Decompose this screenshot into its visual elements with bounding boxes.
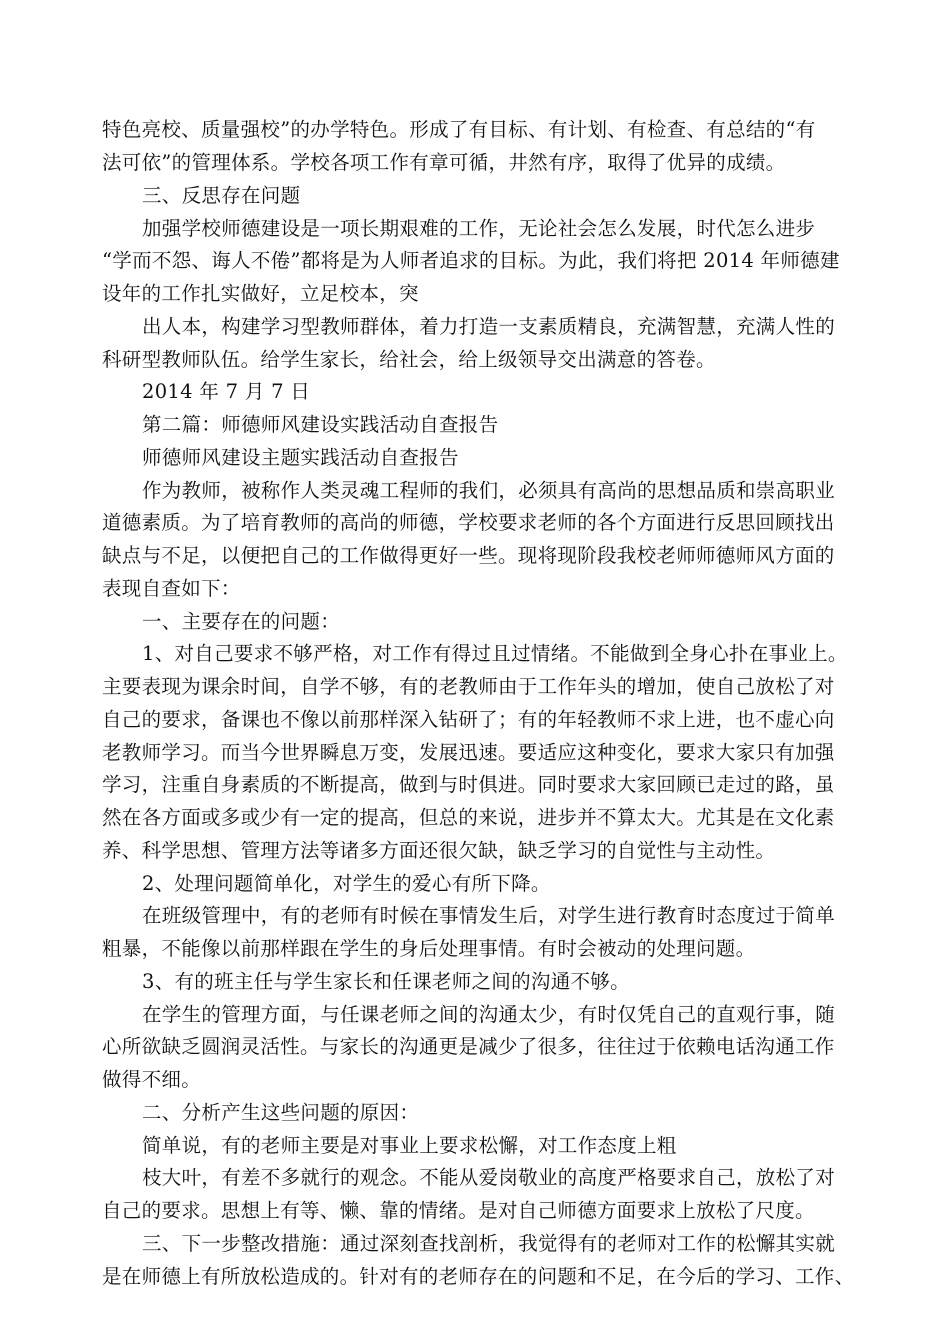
- report-title: 师德师风建设主题实践活动自查报告: [142, 446, 459, 469]
- date-line: 2014 年 7 月 7 日: [142, 380, 311, 403]
- section-heading: 一、主要存在的问题：: [142, 610, 341, 633]
- text-line: 设年的工作扎实做好，立足校本，突: [102, 282, 419, 305]
- text-line: 是在师德上有所放松造成的。针对有的老师存在的问题和不足，在今后的学习、工作、: [102, 1265, 855, 1288]
- text-line: 自己的要求，备课也不像以前那样深入钻研了；有的年轻教师不求上进，也不虚心向: [102, 708, 835, 731]
- text-line: 在班级管理中，有的老师有时候在事情发生后，对学生进行教育时态度过于简单: [142, 904, 836, 927]
- text-line: 道德素质。为了培育教师的高尚的师德，学校要求老师的各个方面进行反思回顾找出: [102, 511, 835, 534]
- text-line: 科研型教师队伍。给学生家长，给社会，给上级领导交出满意的答卷。: [102, 348, 716, 371]
- text-line: 自己的要求。思想上有等、懒、靠的情绪。是对自己师德方面要求上放松了尺度。: [102, 1199, 815, 1222]
- text-line: 表现自查如下：: [102, 577, 241, 600]
- section-heading: 二、分析产生这些问题的原因：: [142, 1101, 420, 1124]
- text-line: 法可依”的管理体系。学校各项工作有章可循，井然有序，取得了优异的成绩。: [102, 151, 786, 174]
- text-line: 2、处理问题简单化，对学生的爱心有所下降。: [142, 872, 551, 895]
- chapter-title: 第二篇：师德师风建设实践活动自查报告: [142, 413, 499, 436]
- text-line: 做得不细。: [102, 1068, 202, 1091]
- text-line: 主要表现为课余时间，自学不够，有的老教师由于工作年头的增加，使自己放松了对: [102, 675, 835, 698]
- text-line: 学习，注重自身素质的不断提高，做到与时俱进。同时要求大家回顾已走过的路，虽: [102, 773, 835, 796]
- text-line: “学而不怨、诲人不倦”都将是为人师者追求的目标。为此，我们将把 2014 年师德建: [102, 249, 840, 272]
- text-line: 作为教师，被称作人类灵魂工程师的我们，必须具有高尚的思想品质和崇高职业: [142, 479, 836, 502]
- text-line: 出人本，构建学习型教师群体，着力打造一支素质精良，充满智慧，充满人性的: [142, 315, 836, 338]
- text-line: 1、对自己要求不够严格，对工作有得过且过情绪。不能做到全身心扑在事业上。: [142, 642, 848, 665]
- text-line: 养、科学思想、管理方法等诸多方面还很欠缺，缺乏学习的自觉性与主动性。: [102, 839, 776, 862]
- section-heading: 三、下一步整改措施：通过深刻查找剖析，我觉得有的老师对工作的松懈其实就: [142, 1232, 836, 1255]
- text-line: 然在各方面或多或少有一定的提高，但总的来说，进步并不算太大。尤其是在文化素: [102, 806, 835, 829]
- text-line: 老教师学习。而当今世界瞬息万变，发展迅速。要适应这种变化，要求大家只有加强: [102, 741, 835, 764]
- text-line: 3、有的班主任与学生家长和任课老师之间的沟通不够。: [142, 970, 630, 993]
- text-line: 枝大叶，有差不多就行的观念。不能从爱岗敬业的高度严格要求自己，放松了对: [142, 1166, 836, 1189]
- text-line: 缺点与不足，以便把自己的工作做得更好一些。现将现阶段我校老师师德师风方面的: [102, 544, 835, 567]
- text-line: 加强学校师德建设是一项长期艰难的工作，无论社会怎么发展，时代怎么进步: [142, 217, 816, 240]
- text-line: 简单说，有的老师主要是对事业上要求松懈，对工作态度上粗: [142, 1134, 677, 1157]
- text-line: 心所欲缺乏圆润灵活性。与家长的沟通更是减少了很多，往往过于依赖电话沟通工作: [102, 1035, 835, 1058]
- section-heading: 三、反思存在问题: [142, 184, 301, 207]
- text-line: 粗暴，不能像以前那样跟在学生的身后处理事情。有时会被动的处理问题。: [102, 937, 756, 960]
- text-line: 特色亮校、质量强校”的办学特色。形成了有目标、有计划、有检查、有总结的“有: [102, 118, 816, 141]
- text-line: 在学生的管理方面，与任课老师之间的沟通太少，有时仅凭自己的直观行事，随: [142, 1003, 836, 1026]
